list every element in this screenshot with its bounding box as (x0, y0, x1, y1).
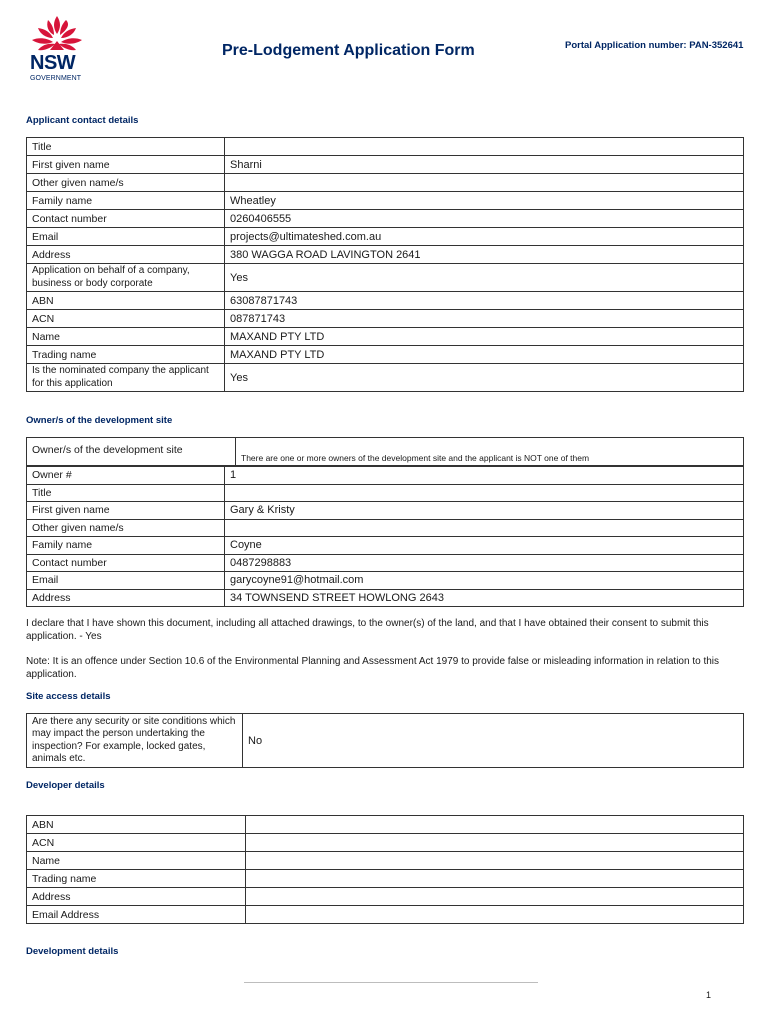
field-label: First given name (27, 156, 225, 174)
logo-government-text: GOVERNMENT (30, 75, 82, 82)
table-row (27, 484, 744, 502)
table-row (27, 210, 744, 228)
developer-table (26, 815, 744, 924)
field-label: Other given name/s (27, 519, 225, 537)
field-label: Title (27, 138, 225, 156)
owners-table (26, 466, 744, 607)
site-access-table (26, 713, 744, 768)
field-label: Contact number (27, 554, 225, 572)
field-label: Family name (27, 537, 225, 555)
field-label: Family name (27, 192, 225, 210)
table-row (27, 346, 744, 364)
owners-header-label: Owner/s of the development site (27, 438, 236, 466)
field-value: Gary & Kristy (225, 502, 744, 520)
table-row (27, 537, 744, 555)
table-row (27, 589, 744, 607)
table-row (27, 834, 744, 852)
field-value (246, 870, 744, 888)
table-row (27, 888, 744, 906)
field-value: 0487298883 (225, 554, 744, 572)
field-label: Name (27, 328, 225, 346)
field-label: Email (27, 572, 225, 590)
field-value (225, 484, 744, 502)
field-value (246, 852, 744, 870)
field-label: Email (27, 228, 225, 246)
field-label: Contact number (27, 210, 225, 228)
table-row (27, 138, 744, 156)
field-value (225, 138, 744, 156)
owner-consent-declaration: I declare that I have shown this document, including all attached drawings, to the owner(s) of the land, and that I have obtained their consent to submit this application. - Yes (26, 618, 709, 642)
field-value (225, 519, 744, 537)
applicant-table (26, 137, 744, 392)
field-label: Email Address (27, 906, 246, 924)
field-value: 63087871743 (225, 292, 744, 310)
table-row (27, 554, 744, 572)
applicant-heading: Applicant contact details (26, 115, 139, 126)
owners-heading: Owner/s of the development site (26, 415, 173, 426)
field-value: projects@ultimateshed.com.au (225, 228, 744, 246)
owners-header-value: There are one or more owners of the development site and the applicant is NOT one of them (236, 438, 744, 466)
field-label: Title (27, 484, 225, 502)
table-row (27, 246, 744, 264)
development-heading: Development details (26, 946, 119, 957)
field-value: garycoyne91@hotmail.com (225, 572, 744, 590)
field-label: Application on behalf of a company, business or body corporate (27, 264, 225, 292)
site-access-question: Are there any security or site conditions which may impact the person undertaking the inspection? For example, locked gates, animals etc. (27, 714, 243, 768)
field-label: Name (27, 852, 246, 870)
site-access-answer: No (243, 714, 744, 768)
field-value (225, 174, 744, 192)
field-value: MAXAND PTY LTD (225, 328, 744, 346)
field-value: Sharni (225, 156, 744, 174)
field-label: ACN (27, 310, 225, 328)
table-row (27, 156, 744, 174)
table-row (27, 467, 744, 485)
field-label: Trading name (27, 870, 246, 888)
field-value: Yes (225, 364, 744, 392)
field-label: ABN (27, 292, 225, 310)
field-value: 380 WAGGA ROAD LAVINGTON 2641 (225, 246, 744, 264)
field-label: Owner # (27, 467, 225, 485)
portal-application-number: Portal Application number: PAN-352641 (565, 40, 744, 51)
footer-divider (244, 982, 538, 983)
table-row (27, 174, 744, 192)
table-row (27, 264, 744, 292)
table-row (27, 906, 744, 924)
field-value (246, 834, 744, 852)
table-row (27, 852, 744, 870)
field-label: ACN (27, 834, 246, 852)
table-row (27, 364, 744, 392)
nsw-wordmark (30, 53, 88, 82)
table-row (27, 292, 744, 310)
table-row (27, 519, 744, 537)
field-value: 1 (225, 467, 744, 485)
field-value: Wheatley (225, 192, 744, 210)
field-label: Address (27, 246, 225, 264)
field-value: 34 TOWNSEND STREET HOWLONG 2643 (225, 589, 744, 607)
field-label: Other given name/s (27, 174, 225, 192)
field-label: Is the nominated company the applicant for this application (27, 364, 225, 392)
table-row (27, 328, 744, 346)
field-label: ABN (27, 816, 246, 834)
offence-note: Note: It is an offence under Section 10.6 of the Environmental Planning and Assessment Act 1979 to provide false or misleading information in relation to this application. (26, 656, 720, 680)
table-row (27, 310, 744, 328)
table-row (27, 816, 744, 834)
field-value: 0260406555 (225, 210, 744, 228)
table-row (27, 502, 744, 520)
page-number: 1 (706, 990, 712, 1000)
field-value: 087871743 (225, 310, 744, 328)
field-label: Address (27, 589, 225, 607)
site-access-heading: Site access details (26, 691, 111, 702)
table-row (27, 572, 744, 590)
table-row (27, 870, 744, 888)
table-row (27, 228, 744, 246)
logo-nsw-text: NSW (30, 52, 76, 74)
field-value: Yes (225, 264, 744, 292)
field-value (246, 888, 744, 906)
owners-header-table (26, 437, 744, 466)
field-value (246, 816, 744, 834)
field-label: Address (27, 888, 246, 906)
field-value: MAXAND PTY LTD (225, 346, 744, 364)
table-row (27, 192, 744, 210)
field-value (246, 906, 744, 924)
developer-heading: Developer details (26, 780, 105, 791)
field-label: First given name (27, 502, 225, 520)
field-value: Coyne (225, 537, 744, 555)
page-title: Pre-Lodgement Application Form (222, 42, 475, 59)
field-label: Trading name (27, 346, 225, 364)
